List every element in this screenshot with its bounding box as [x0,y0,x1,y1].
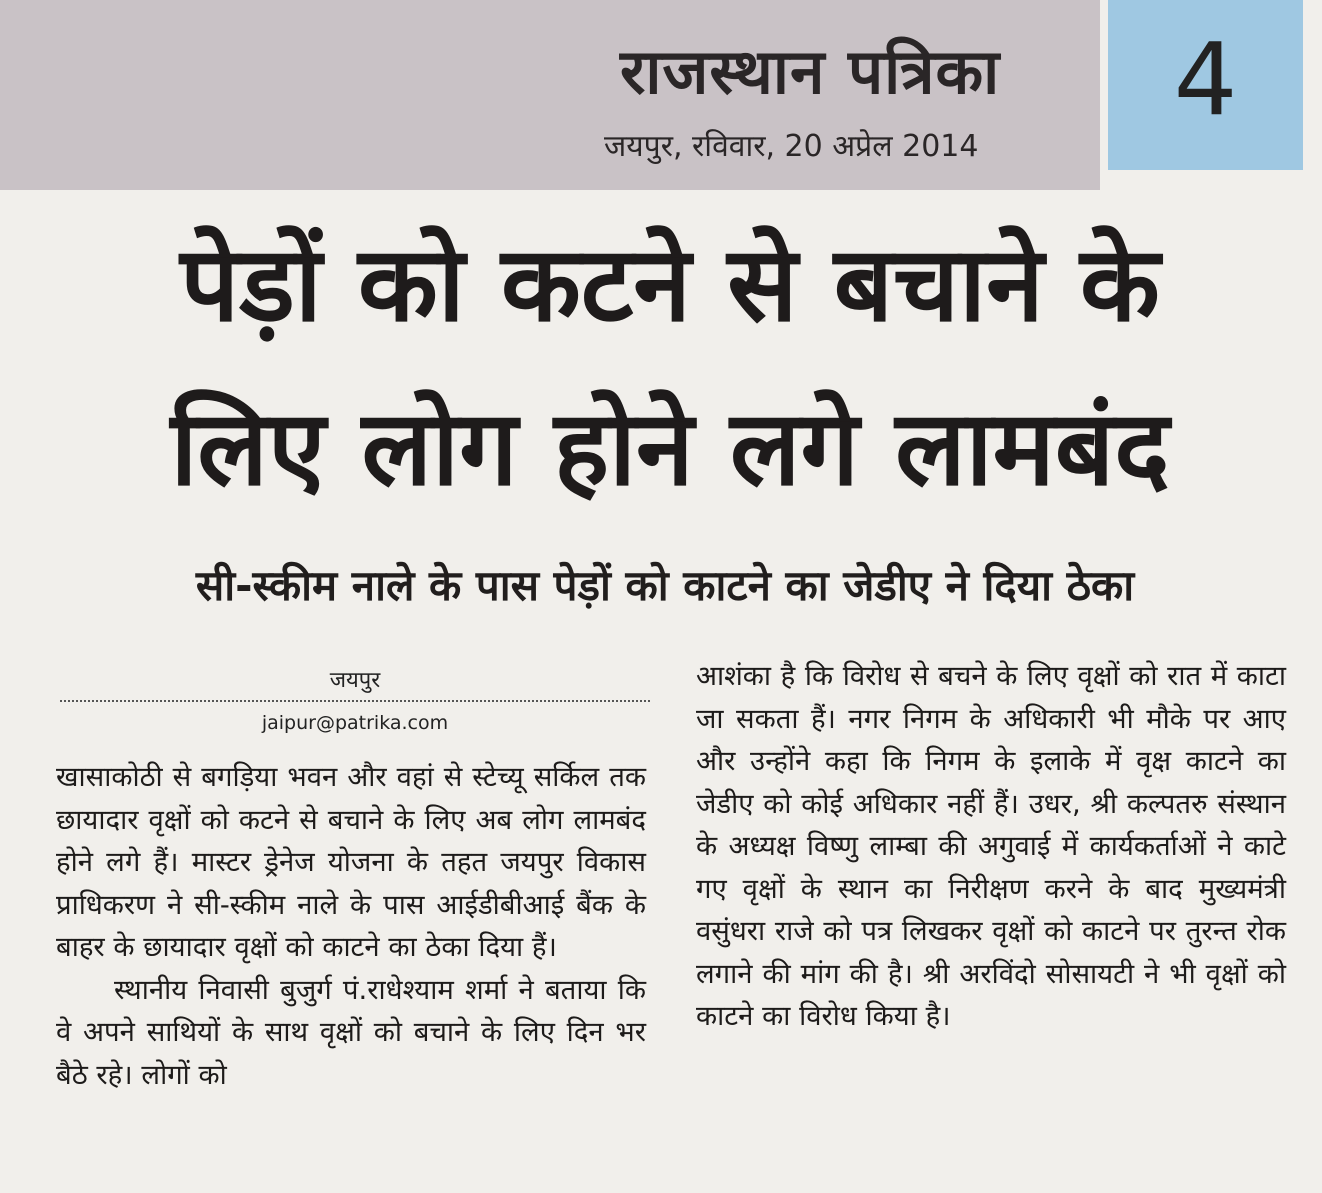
masthead [0,0,1100,190]
dotted-divider [60,700,650,702]
article-city: जयपुर [329,668,381,693]
column1-paragraph-2: स्थानीय निवासी बुजुर्ग पं.राधेश्याम शर्मा ने बताया कि वे अपने साथियों के साथ वृक्षों को बचाने के लिए दिन भर बैठे रहे। लोगों को [56,973,646,1091]
article-column-1 [56,756,646,1096]
headline-line-1: पेड़ों को कटने से बचाने के [180,223,1160,345]
subheadline: सी-स्कीम नाले के पास पेड़ों को काटने का जेडीए ने दिया ठेका [195,561,1135,610]
page-number: 4 [1173,21,1238,138]
headline-line-2: लिए लोग होने लगे लामबंद [170,387,1170,509]
column2-paragraph-1: आशंका है कि विरोध से बचने के लिए वृक्षों को रात में काटा जा सकता हैं। नगर निगम के अधिकारी भी मौके पर आए और उन्होंने कहा कि निगम के इलाके में वृक्ष काटने का जेडीए को कोई अधिकार नहीं हैं। उधर, श्री कल्पतरु संस्थान के अध्यक्ष विष्णु लाम्बा की अगुवाई में कार्यकर्ताओं ने काटे गए वृक्षों के स्थान का निरीक्षण करने के बाद मुख्यमंत्री वसुंधरा राजे को पत्र लिखकर वृक्षों को काटने पर तुरन्त रोक लगाने की मांग की है। श्री अरविंदो सोसायटी ने भी वृक्षों को काटने का विरोध किया है। [696,660,1286,1032]
issue-dateline: जयपुर, रविवार, 20 अप्रेल 2014 [604,129,979,164]
article-email: jaipur@patrika.com [261,712,449,734]
article-column-2 [696,655,1286,1038]
page-number-box [1108,0,1303,170]
column1-paragraph-1: खासाकोठी से बगड़िया भवन और वहां से स्टेच्यू सर्किल तक छायादार वृक्षों को कटने से बचाने के लिए अब लोग लामबंद होने लगे हैं। मास्टर ड्रेनेज योजना के तहत जयपुर विकास प्राधिकरण ने सी-स्कीम नाले के पास आईडीबीआई बैंक के बाहर के छायादार वृक्षों को काटने का ठेका दिया हैं। [56,761,646,963]
newspaper-name: राजस्थान पत्रिका [620,35,1001,108]
